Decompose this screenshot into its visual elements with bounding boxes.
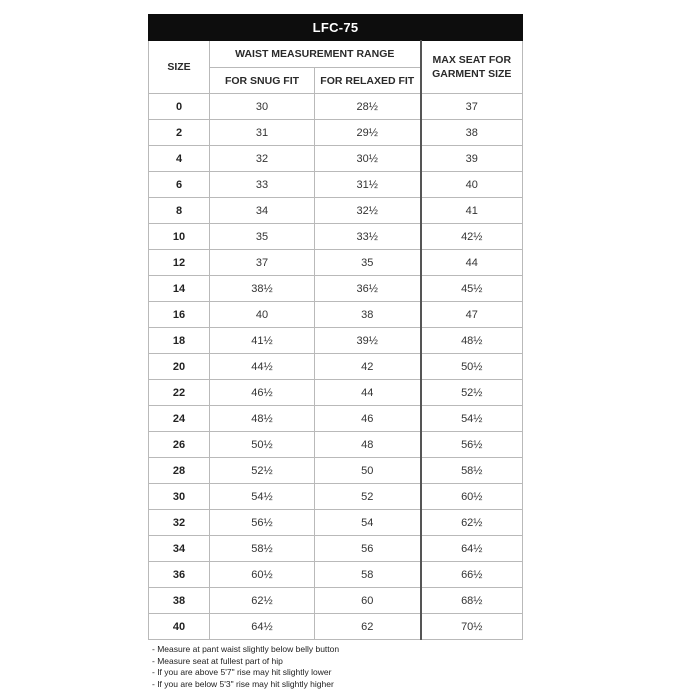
snug-fit-cell: 64½ xyxy=(210,614,315,640)
relaxed-fit-cell: 35 xyxy=(315,250,421,276)
max-seat-cell: 62½ xyxy=(421,510,523,536)
relaxed-fit-cell: 54 xyxy=(315,510,421,536)
snug-fit-cell: 38½ xyxy=(210,276,315,302)
relaxed-fit-cell: 52 xyxy=(315,484,421,510)
snug-fit-cell: 56½ xyxy=(210,510,315,536)
size-cell: 6 xyxy=(149,172,210,198)
snug-fit-cell: 52½ xyxy=(210,458,315,484)
max-seat-cell: 48½ xyxy=(421,328,523,354)
size-cell: 38 xyxy=(149,588,210,614)
relaxed-fit-cell: 33½ xyxy=(315,224,421,250)
table-row xyxy=(149,380,523,406)
snug-fit-cell: 58½ xyxy=(210,536,315,562)
max-seat-cell: 44 xyxy=(421,250,523,276)
relaxed-fit-cell: 30½ xyxy=(315,146,421,172)
max-seat-cell: 37 xyxy=(421,94,523,120)
max-seat-cell: 58½ xyxy=(421,458,523,484)
size-cell: 16 xyxy=(149,302,210,328)
size-cell: 40 xyxy=(149,614,210,640)
table-row xyxy=(149,172,523,198)
size-cell: 4 xyxy=(149,146,210,172)
relaxed-fit-cell: 38 xyxy=(315,302,421,328)
snug-fit-cell: 54½ xyxy=(210,484,315,510)
max-seat-cell: 68½ xyxy=(421,588,523,614)
size-rows xyxy=(149,94,523,640)
size-cell: 22 xyxy=(149,380,210,406)
chart-title: LFC-75 xyxy=(149,15,523,41)
table-row xyxy=(149,406,523,432)
relaxed-fit-cell: 62 xyxy=(315,614,421,640)
snug-fit-cell: 31 xyxy=(210,120,315,146)
relaxed-fit-cell: 56 xyxy=(315,536,421,562)
table-row xyxy=(149,302,523,328)
table-row xyxy=(149,198,523,224)
note-item: - If you are above 5'7" rise may hit slightly lower xyxy=(152,667,332,678)
max-seat-cell: 54½ xyxy=(421,406,523,432)
size-cell: 28 xyxy=(149,458,210,484)
snug-fit-cell: 60½ xyxy=(210,562,315,588)
table-row xyxy=(149,614,523,640)
max-seat-cell: 50½ xyxy=(421,354,523,380)
snug-fit-cell: 35 xyxy=(210,224,315,250)
table-row xyxy=(149,562,523,588)
size-cell: 20 xyxy=(149,354,210,380)
max-seat-cell: 52½ xyxy=(421,380,523,406)
table-row xyxy=(149,354,523,380)
size-table xyxy=(148,14,523,640)
table-row xyxy=(149,328,523,354)
max-seat-cell: 45½ xyxy=(421,276,523,302)
max-seat-cell: 39 xyxy=(421,146,523,172)
relaxed-fit-cell: 28½ xyxy=(315,94,421,120)
snug-fit-cell: 48½ xyxy=(210,406,315,432)
max-seat-cell: 38 xyxy=(421,120,523,146)
waist-range-header: WAIST MEASUREMENT RANGE xyxy=(210,41,421,68)
snug-fit-cell: 62½ xyxy=(210,588,315,614)
table-row xyxy=(149,94,523,120)
max-seat-cell: 64½ xyxy=(421,536,523,562)
max-seat-cell: 66½ xyxy=(421,562,523,588)
snug-fit-cell: 41½ xyxy=(210,328,315,354)
size-cell: 24 xyxy=(149,406,210,432)
table-row xyxy=(149,146,523,172)
relaxed-fit-cell: 48 xyxy=(315,432,421,458)
table-row xyxy=(149,250,523,276)
max-seat-header: MAX SEAT FOR GARMENT SIZE xyxy=(421,41,523,94)
max-seat-cell: 40 xyxy=(421,172,523,198)
relaxed-fit-cell: 36½ xyxy=(315,276,421,302)
notes-list xyxy=(152,644,339,691)
size-header: SIZE xyxy=(149,41,210,94)
table-row xyxy=(149,484,523,510)
table-row xyxy=(149,588,523,614)
snug-fit-cell: 30 xyxy=(210,94,315,120)
table-row xyxy=(149,276,523,302)
size-cell: 14 xyxy=(149,276,210,302)
max-seat-cell: 47 xyxy=(421,302,523,328)
max-seat-cell: 41 xyxy=(421,198,523,224)
table-row xyxy=(149,120,523,146)
relaxed-fit-cell: 31½ xyxy=(315,172,421,198)
max-seat-cell: 70½ xyxy=(421,614,523,640)
note-item: - Measure at pant waist slightly below belly button xyxy=(152,644,340,654)
snug-fit-cell: 32 xyxy=(210,146,315,172)
relaxed-fit-cell: 44 xyxy=(315,380,421,406)
table-row xyxy=(149,224,523,250)
relaxed-fit-cell: 60 xyxy=(315,588,421,614)
snug-fit-cell: 33 xyxy=(210,172,315,198)
size-cell: 12 xyxy=(149,250,210,276)
table-row xyxy=(149,536,523,562)
size-cell: 18 xyxy=(149,328,210,354)
size-cell: 10 xyxy=(149,224,210,250)
note-item: - Measure seat at fullest part of hip xyxy=(152,655,283,666)
table-row xyxy=(149,458,523,484)
size-cell: 34 xyxy=(149,536,210,562)
relaxed-fit-cell: 42 xyxy=(315,354,421,380)
max-seat-cell: 56½ xyxy=(421,432,523,458)
snug-fit-cell: 44½ xyxy=(210,354,315,380)
table-row xyxy=(149,432,523,458)
size-cell: 2 xyxy=(149,120,210,146)
relaxed-fit-cell: 50 xyxy=(315,458,421,484)
note-item: - If you are below 5'3" rise may hit slightly higher xyxy=(152,679,334,690)
snug-fit-cell: 34 xyxy=(210,198,315,224)
size-cell: 8 xyxy=(149,198,210,224)
relaxed-fit-cell: 46 xyxy=(315,406,421,432)
relaxed-fit-header: FOR RELAXED FIT xyxy=(315,68,421,94)
relaxed-fit-cell: 58 xyxy=(315,562,421,588)
snug-fit-cell: 46½ xyxy=(210,380,315,406)
snug-fit-header: FOR SNUG FIT xyxy=(210,68,315,94)
max-seat-cell: 42½ xyxy=(421,224,523,250)
size-chart xyxy=(148,14,522,640)
size-cell: 32 xyxy=(149,510,210,536)
table-row xyxy=(149,510,523,536)
snug-fit-cell: 40 xyxy=(210,302,315,328)
size-cell: 26 xyxy=(149,432,210,458)
snug-fit-cell: 37 xyxy=(210,250,315,276)
size-cell: 30 xyxy=(149,484,210,510)
relaxed-fit-cell: 39½ xyxy=(315,328,421,354)
snug-fit-cell: 50½ xyxy=(210,432,315,458)
size-cell: 36 xyxy=(149,562,210,588)
max-seat-cell: 60½ xyxy=(421,484,523,510)
size-cell: 0 xyxy=(149,94,210,120)
relaxed-fit-cell: 32½ xyxy=(315,198,421,224)
relaxed-fit-cell: 29½ xyxy=(315,120,421,146)
